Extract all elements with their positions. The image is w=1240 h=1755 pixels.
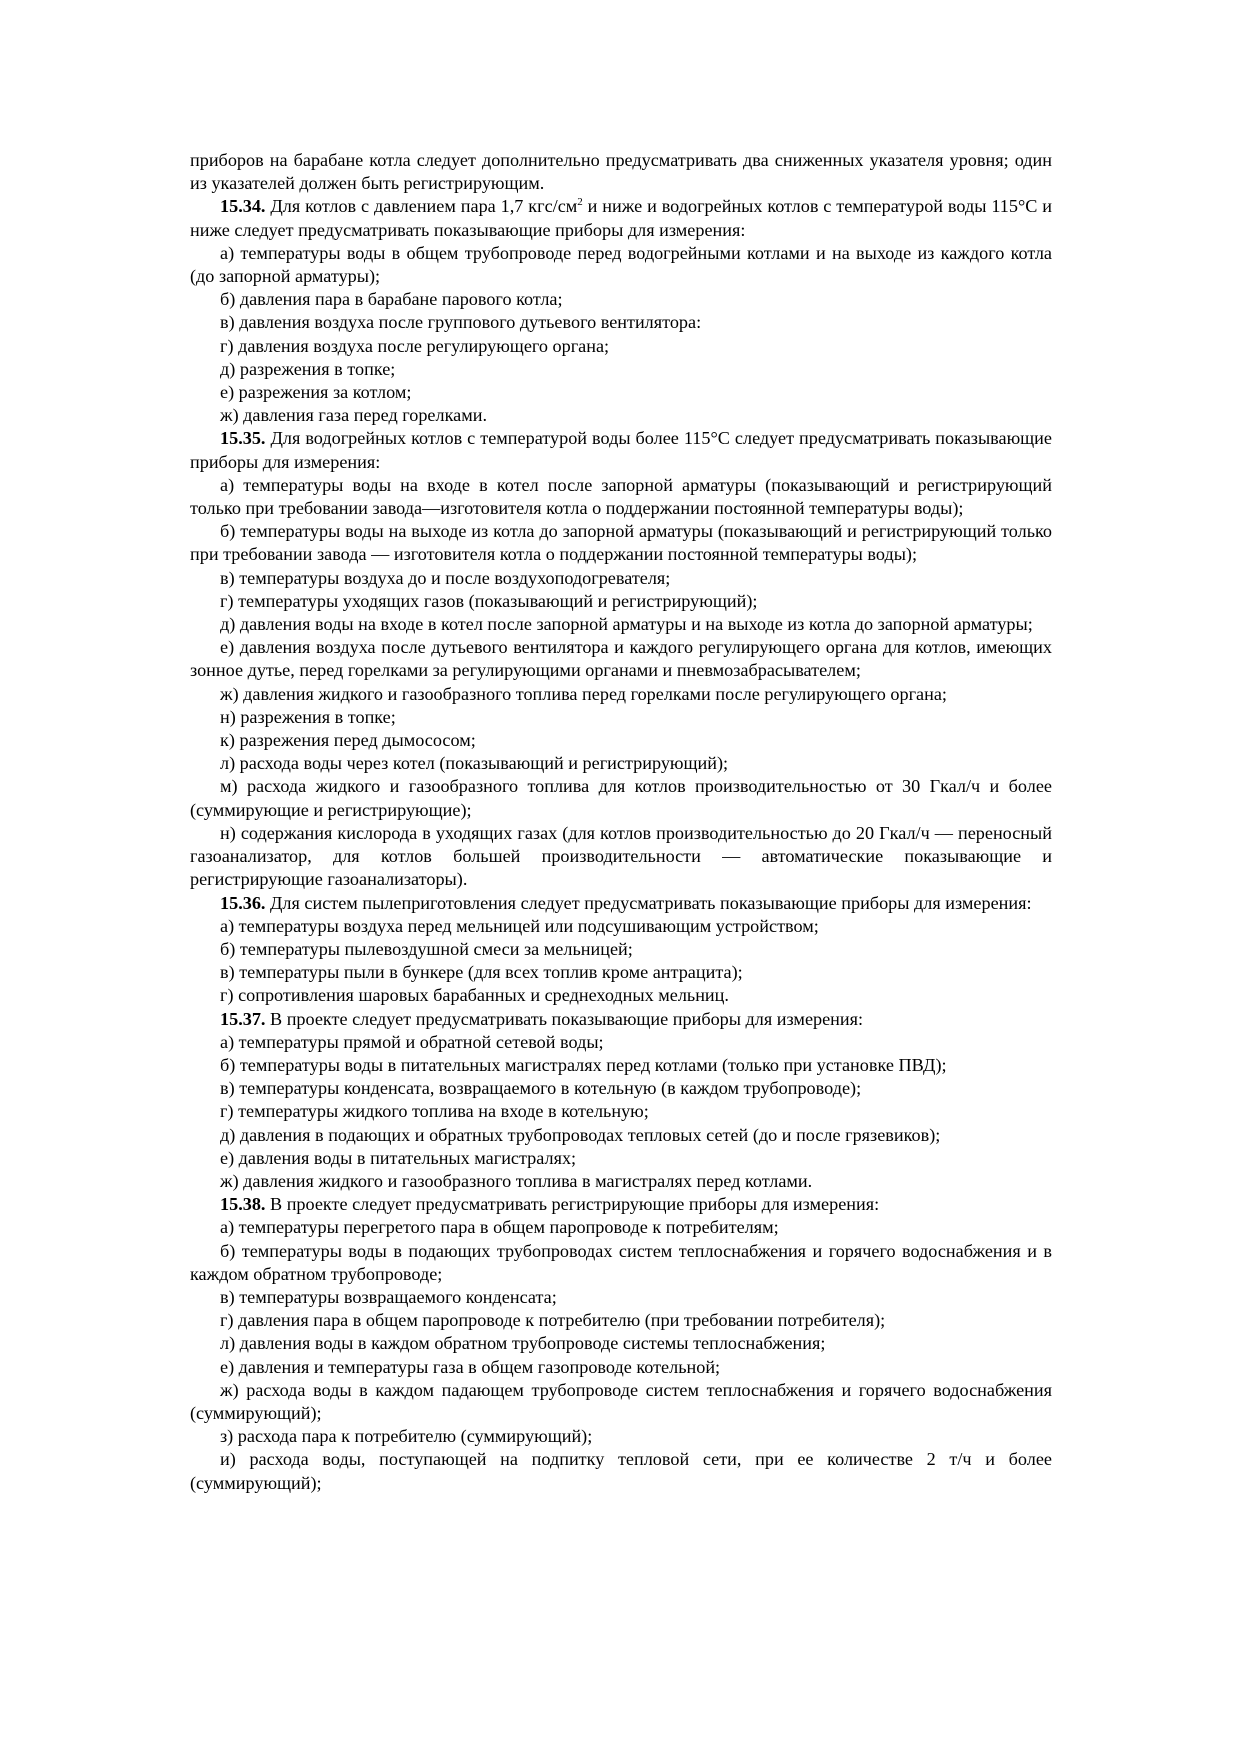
clause-15-38: 15.38. В проекте следует предусматривать регистрирующие приборы для измерения: (220, 1194, 880, 1215)
list-item: з) расхода пара к потребителю (суммирующий); (220, 1426, 593, 1447)
list-item: в) температуры воздуха до и после воздухоподогревателя; (220, 567, 671, 588)
list-item: б) давления пара в барабане парового котла; (220, 289, 563, 310)
list-item: а) температуры воздуха перед мельницей или подсушивающим устройством; (220, 915, 819, 936)
list-item: в) температуры возвращаемого конденсата; (220, 1286, 557, 1307)
list-item: е) давления и температуры газа в общем газопроводе котельной; (220, 1356, 721, 1377)
list-item: б) температуры воды в питательных магистралях перед котлами (только при установке ПВД); (220, 1054, 947, 1075)
clause-number: 15.38. (220, 1194, 266, 1215)
superscript: 2 (577, 196, 583, 209)
list-item: д) давления воды на входе в котел после запорной арматуры и на выходе из котла до запорной арматуры; (220, 614, 1033, 635)
clause-number: 15.36. (220, 892, 266, 913)
list-item: л) давления воды в каждом обратном трубопроводе системы теплоснабжения; (220, 1333, 826, 1354)
list-item: н) разрежения в топке; (220, 706, 396, 727)
list-item: в) температуры пыли в бункере (для всех топлив кроме антрацита); (220, 962, 743, 983)
document-page (190, 149, 1052, 1495)
list-item: ж) расхода воды в каждом падающем трубопроводе систем теплоснабжения и горячего водоснабжения (суммирующий); (190, 1379, 1052, 1423)
list-item: ж) давления газа перед горелками. (220, 405, 488, 426)
list-item: б) температуры пылевоздушной смеси за мельницей; (220, 938, 633, 959)
list-item: а) температуры воды в общем трубопроводе перед водогрейными котлами и на выходе из каждого котла (до запорной арматуры); (190, 242, 1052, 287)
list-item: а) температуры воды на входе в котел после запорной арматуры (показывающий и регистрирующий только при требовании завода—изготовителя котла о поддержании постоянной температуры воды); (190, 474, 1052, 519)
list-item: ж) давления жидкого и газообразного топлива в магистралях перед котлами. (220, 1170, 813, 1191)
list-item: е) давления воды в питательных магистралях; (220, 1147, 577, 1168)
clause-15-35: 15.35. Для водогрейных котлов с температурой воды более 115°С следует предусматривать показывающие приборы для измерения: (190, 428, 1052, 472)
clause-15-36: 15.36. Для систем пылеприготовления следует предусматривать показывающие приборы для измерения: (220, 892, 1032, 913)
list-item: в) давления воздуха после группового дутьевого вентилятора: (220, 312, 702, 333)
paragraph-continuation: приборов на барабане котла следует дополнительно предусматривать два сниженных указателя уровня; один из указателей должен быть регистрирующим. (190, 150, 1052, 194)
list-item: в) температуры конденсата, возвращаемого в котельную (в каждом трубопроводе); (220, 1078, 862, 1099)
list-item: д) разрежения в топке; (220, 358, 396, 379)
clause-number: 15.37. (220, 1008, 266, 1029)
list-item: б) температуры воды в подающих трубопроводах систем теплоснабжения и горячего водоснабжения и в каждом обратном трубопроводе; (190, 1240, 1052, 1284)
list-item: ж) давления жидкого и газообразного топлива перед горелками после регулирующего органа; (220, 683, 947, 704)
list-item: е) разрежения за котлом; (220, 382, 412, 403)
list-item: а) температуры перегретого пара в общем паропроводе к потребителям; (220, 1217, 779, 1238)
clause-number: 15.35. (220, 428, 266, 449)
list-item: м) расхода жидкого и газообразного топлива для котлов производительностью от 30 Гкал/ч и более (суммирующие и регистрирующие); (190, 776, 1052, 820)
list-item: е) давления воздуха после дутьевого вентилятора и каждого регулирующего органа для котлов, имеющих зонное дутье, перед горелками за регулирующими органами и пневмозабрасывателем; (190, 637, 1052, 681)
list-item: г) давления пара в общем паропроводе к потребителю (при требовании потребителя); (220, 1310, 886, 1331)
list-item: д) давления в подающих и обратных трубопроводах тепловых сетей (до и после грязевиков); (220, 1124, 941, 1145)
list-item: а) температуры прямой и обратной сетевой воды; (220, 1031, 604, 1052)
list-item: и) расхода воды, поступающей на подпитку тепловой сети, при ее количестве 2 т/ч и более (суммирующий); (190, 1449, 1052, 1493)
list-item: г) температуры уходящих газов (показывающий и регистрирующий); (220, 590, 758, 611)
list-item: г) сопротивления шаровых барабанных и среднеходных мельниц. (220, 985, 729, 1006)
list-item: г) давления воздуха после регулирующего органа; (220, 335, 610, 356)
list-item: б) температуры воды на выходе из котла до запорной арматуры (показывающий и регистрирующий только при требовании завода — изготовителя котла о поддержании постоянной температуры воды); (190, 521, 1052, 565)
clause-15-34: 15.34. Для котлов с давлением пара 1,7 кгс/$см^2$ и ниже и водогрейных котлов с температурой воды 115°С и ниже следует предусматривать показывающие приборы для измерения: (190, 196, 1052, 240)
list-item: к) разрежения перед дымососом; (220, 730, 476, 751)
clause-15-37: 15.37. В проекте следует предусматривать показывающие приборы для измерения: (220, 1008, 864, 1029)
list-item: г) температуры жидкого топлива на входе в котельную; (220, 1101, 649, 1122)
list-item: н) содержания кислорода в уходящих газах (для котлов производительностью до 20 Гкал/ч — переносный газоанализатор, для котлов большей производительности — автоматические показывающие и регистрирующие газоанализаторы). (190, 822, 1052, 890)
list-item: л) расхода воды через котел (показывающий и регистрирующий); (220, 753, 729, 774)
clause-number: 15.34. (220, 196, 266, 217)
